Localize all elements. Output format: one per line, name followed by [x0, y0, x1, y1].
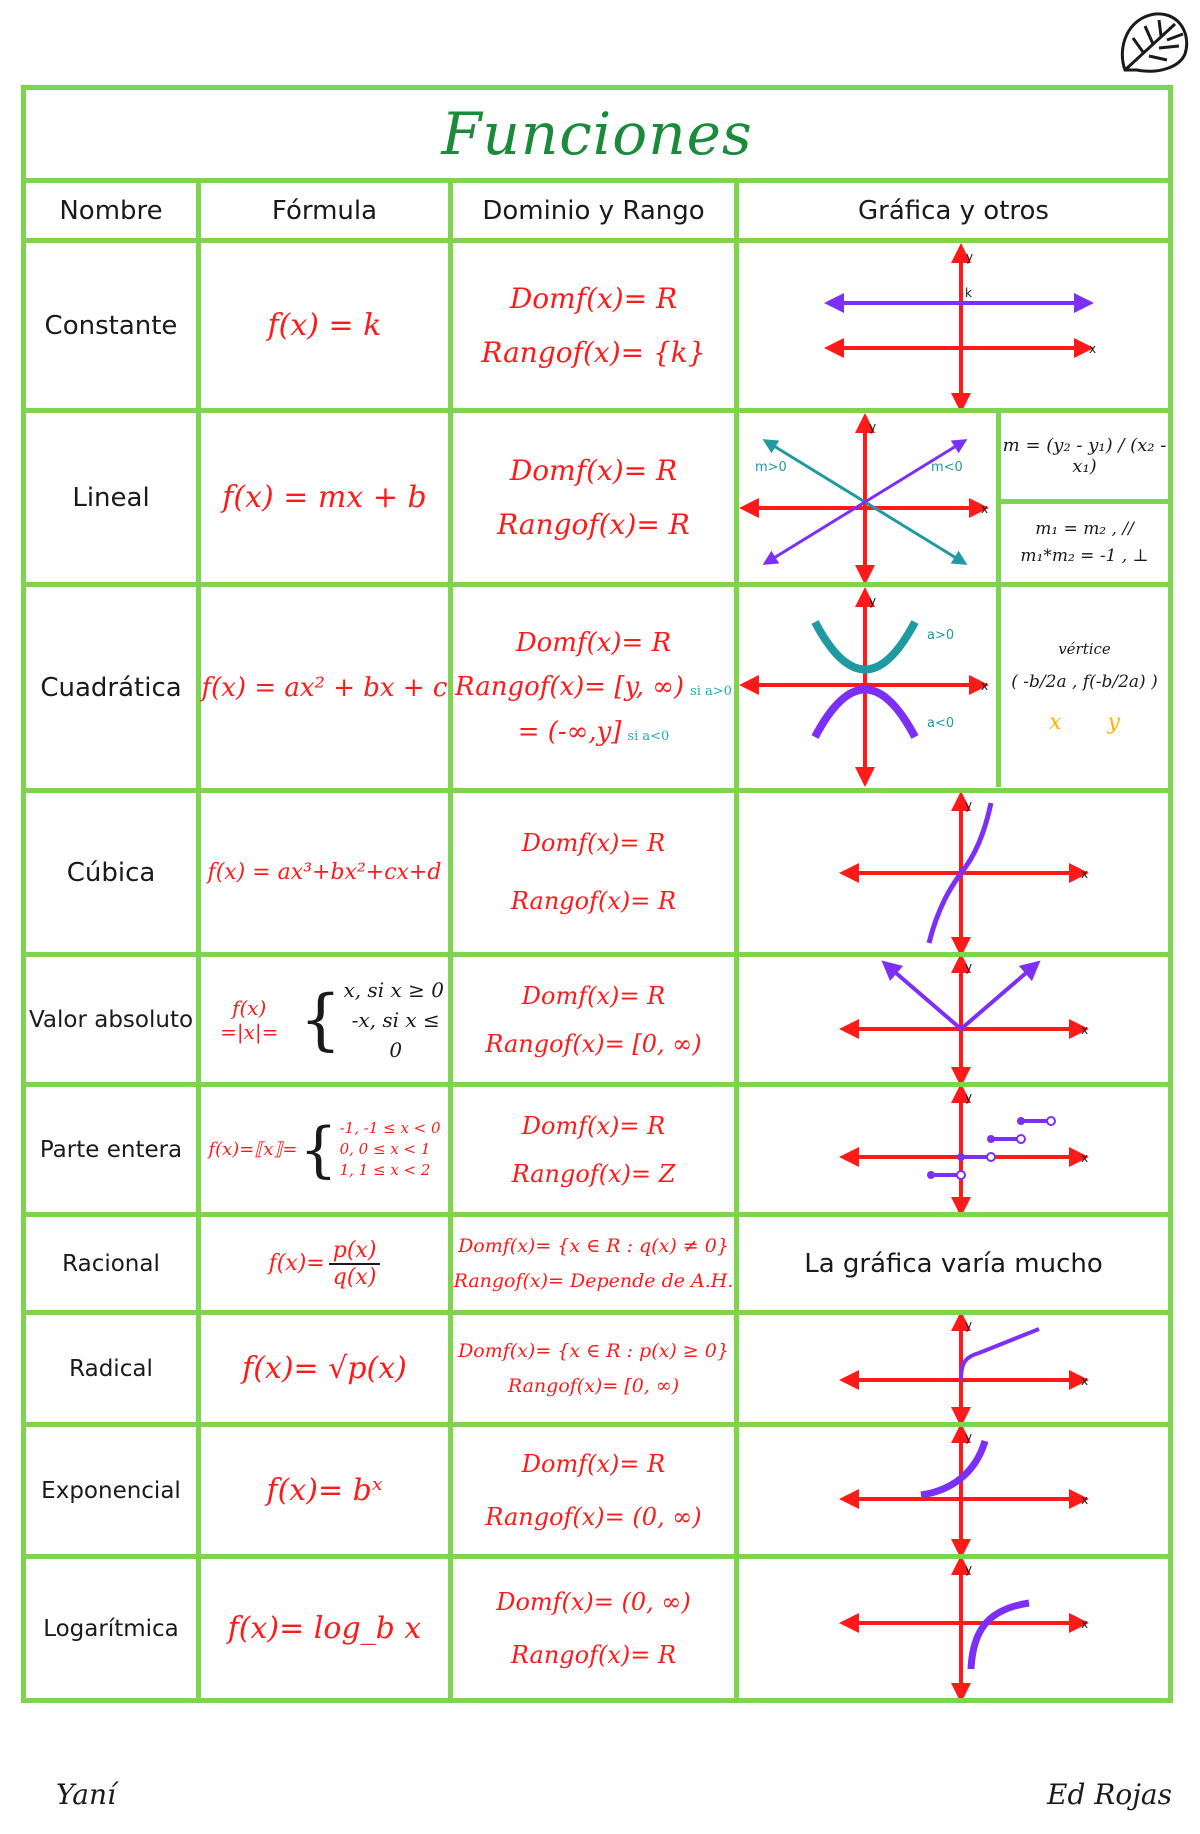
formula: f(x)= bˣ: [266, 1473, 383, 1508]
vertex-label: vértice: [1058, 640, 1111, 658]
header-grafica: Gráfica y otros: [858, 195, 1049, 226]
row-name: Constante: [44, 310, 178, 341]
svg-text:y: y: [965, 1090, 973, 1104]
domain-range: [453, 957, 734, 1082]
exponential-curve: [921, 1441, 985, 1495]
svg-text:x: x: [1081, 867, 1089, 881]
svg-text:y: y: [869, 594, 877, 608]
floor-graph: [739, 1087, 1168, 1212]
formula: f(x)= log_b x: [227, 1611, 422, 1646]
range: Rangof(x)= Depende de A.H.: [453, 1269, 734, 1292]
radical-curve: [961, 1329, 1039, 1380]
svg-text:y: y: [965, 798, 973, 812]
constant-graph: [739, 243, 1168, 408]
row-name: Lineal: [72, 482, 150, 513]
monstera-leaf-icon: [1115, 8, 1193, 78]
range: Rangof(x)= [0, ∞): [485, 1029, 702, 1058]
vertex-x: x: [1049, 710, 1062, 735]
svg-text:x: x: [981, 679, 989, 693]
functions-table: [21, 85, 1173, 1703]
k-label: k: [965, 286, 972, 300]
formula: f(x) = ax³+bx²+cx+d: [207, 860, 442, 885]
domain: Domf(x)= R: [521, 828, 666, 857]
quadratic-graph: [739, 587, 996, 788]
domain: Domf(x)= {x ∈ R : q(x) ≠ 0}: [458, 1235, 729, 1258]
domain: Domf(x)= R: [521, 981, 666, 1010]
row-name: Cuadrática: [40, 672, 182, 703]
logarithmic-graph: [739, 1559, 1168, 1698]
svg-text:y: y: [965, 1430, 973, 1444]
header-formula: Fórmula: [271, 195, 378, 226]
svg-text:y: y: [965, 1318, 973, 1332]
domain-range: [453, 1315, 734, 1422]
signature-right: Ed Rojas: [1047, 1778, 1172, 1811]
radical-graph: [739, 1315, 1168, 1422]
range: Rangof(x)= [0, ∞): [507, 1374, 680, 1397]
range: Rangof(x)= (0, ∞): [485, 1502, 702, 1531]
domain: Domf(x)= R: [509, 454, 678, 488]
formula: f(x) = k: [267, 308, 382, 343]
svg-text:a>0: a>0: [927, 628, 955, 643]
slope-formula: [1001, 413, 1168, 499]
fraction: $\frac{p(x)}{q(x)}$: [329, 1238, 381, 1290]
domain-range: [453, 1559, 734, 1698]
domain: Domf(x)= R: [521, 1111, 666, 1140]
svg-text:x: x: [1081, 1617, 1089, 1631]
y-label: y: [966, 250, 974, 264]
log-curve: [971, 1603, 1029, 1669]
svg-text:x: x: [1081, 1151, 1089, 1165]
signature-left: Yaní: [56, 1778, 116, 1811]
domain: Domf(x)= {x ∈ R : p(x) ≥ 0}: [458, 1340, 729, 1363]
page-title: Funciones: [441, 100, 753, 168]
domain: Domf(x)= R: [515, 628, 672, 659]
formula: f(x) =|x|= { x, si x ≥ 0 -x, si x ≤ 0: [220, 977, 444, 1062]
row-name: Logarítmica: [43, 1615, 179, 1642]
row-name: Valor absoluto: [28, 1006, 194, 1033]
header-dominio: Dominio y Rango: [482, 195, 705, 226]
abs-graph: [739, 957, 1168, 1082]
row-name: Exponencial: [41, 1477, 181, 1504]
range: Rangof(x)= R: [497, 507, 690, 541]
row-name: Radical: [69, 1355, 153, 1382]
domain-range: [453, 793, 734, 952]
linear-graph: [739, 413, 996, 582]
row-name: Parte entera: [39, 1136, 183, 1163]
domain-range: [453, 1087, 734, 1212]
graph-note: La gráfica varía mucho: [804, 1248, 1103, 1279]
vertex-box: [1001, 587, 1168, 788]
formula: f(x) = mx + b: [222, 480, 427, 515]
perpendicular-text: m₁*m₂ = -1 , ⊥: [1020, 546, 1149, 566]
formula: f(x)=⟦x⟧= { -1, -1 ≤ x < 0 0, 0 ≤ x < 1 1, 1 ≤ x < 2: [208, 1114, 441, 1185]
svg-text:x: x: [1081, 1374, 1089, 1388]
range: Rangof(x)= [y, ∞) si a>0: [455, 672, 732, 703]
domain-range: [453, 587, 734, 788]
brace: {: [299, 1114, 338, 1185]
range: Rangof(x)= {k}: [481, 335, 706, 369]
vertex-formula: ( -b/2a , f(-b/2a) ): [1011, 672, 1158, 692]
svg-text:y: y: [869, 420, 877, 434]
m-neg-label: m<0: [931, 460, 963, 475]
range: Rangof(x)= Z: [511, 1159, 676, 1188]
x-label: x: [1089, 342, 1097, 356]
domain-range: [453, 1217, 734, 1310]
domain-range: [453, 243, 734, 408]
domain-range: [453, 1427, 734, 1554]
parallel-text: m₁ = m₂ , //: [1035, 518, 1134, 539]
svg-text:y: y: [965, 960, 973, 974]
svg-text:x: x: [1081, 1023, 1089, 1037]
header-nombre: Nombre: [59, 195, 163, 226]
row-name: Racional: [62, 1250, 160, 1277]
slope-text: m = (y₂ - y₁) / (x₂ - x₁): [1002, 435, 1167, 477]
row-name: Cúbica: [66, 857, 156, 888]
domain: Domf(x)= R: [509, 282, 678, 316]
svg-text:x: x: [981, 502, 989, 516]
parallel-perpendicular: [1001, 504, 1168, 582]
svg-text:a<0: a<0: [927, 716, 955, 731]
domain: Domf(x)= (0, ∞): [496, 1587, 691, 1616]
cubic-graph: [739, 793, 1168, 952]
svg-text:y: y: [965, 1562, 973, 1576]
domain-range: [453, 413, 734, 582]
m-pos-label: m>0: [755, 460, 787, 475]
vertex-y: y: [1107, 710, 1120, 735]
formula: f(x)= √p(x): [242, 1351, 407, 1386]
range: Rangof(x)= R: [510, 1640, 677, 1669]
brace: {: [299, 980, 342, 1058]
range-alt: = (-∞,y] si a<0: [517, 716, 670, 747]
formula: f(x)= $\frac{p(x)}{q(x)}$: [201, 1217, 448, 1310]
svg-text:x: x: [1081, 1493, 1089, 1507]
exponential-graph: [739, 1427, 1168, 1554]
domain: Domf(x)= R: [521, 1449, 666, 1478]
range: Rangof(x)= R: [510, 886, 677, 915]
formula: f(x) = ax² + bx + c: [201, 672, 448, 703]
